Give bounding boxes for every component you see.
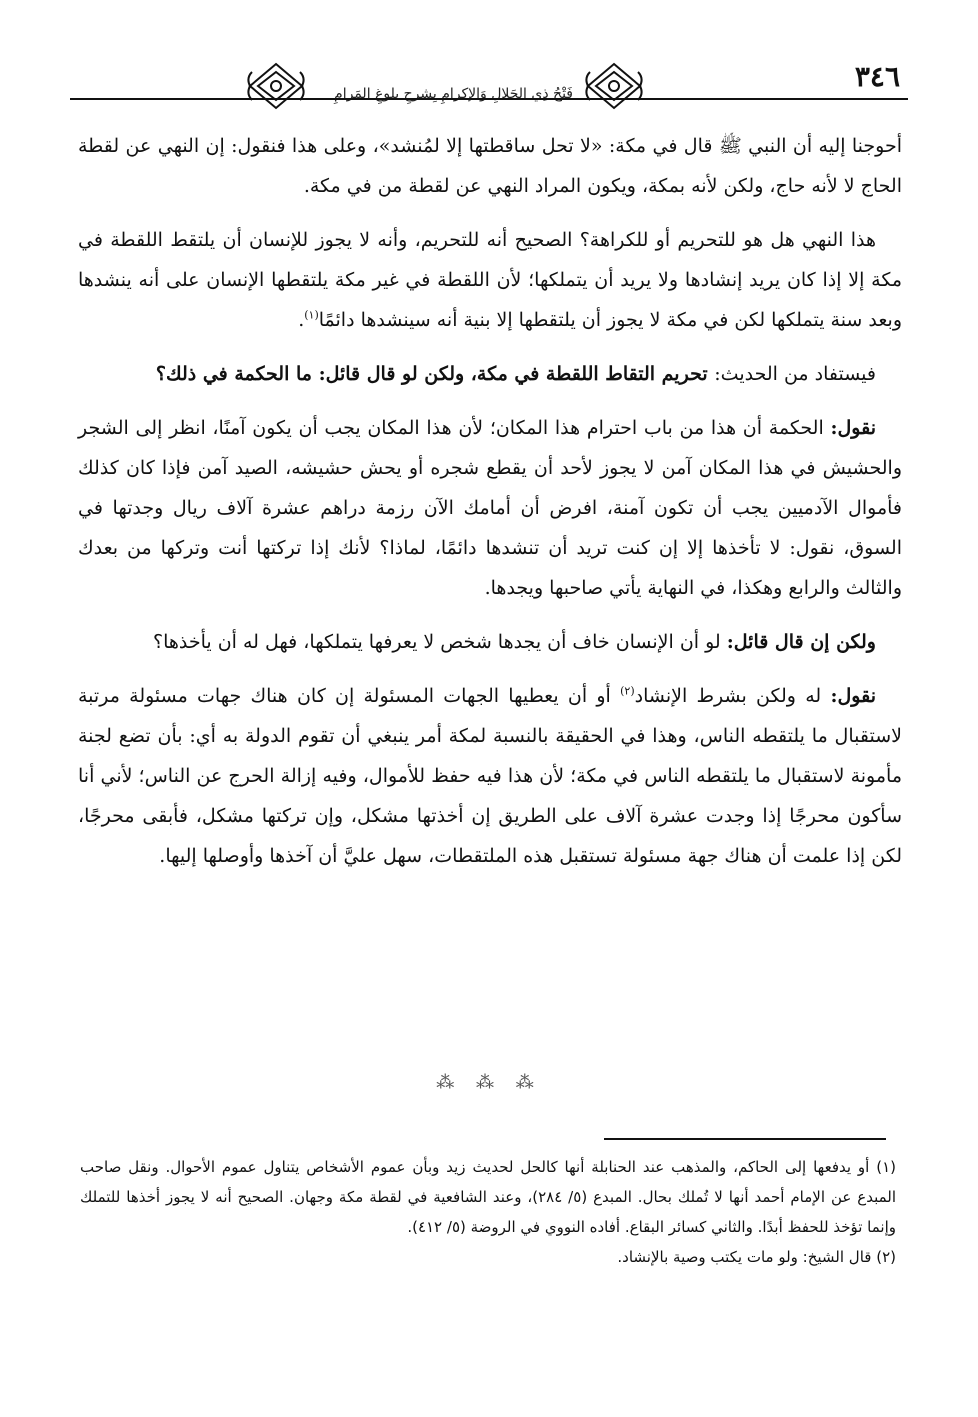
footnote-rule: [604, 1138, 886, 1140]
paragraph-2: [78, 220, 902, 340]
paragraph-lead: نقول:: [830, 417, 876, 439]
main-text: [78, 126, 902, 890]
header-ornament-right-icon: [582, 60, 646, 112]
page-number: ٣٤٦: [854, 60, 900, 93]
running-title: فَتْحُ ذِي الجَلالِ وَالإكرامِ بِشرحِ بلوغِ المَرامِ: [334, 86, 573, 102]
paragraph-text: لو أن الإنسان خاف أن يجدها شخص لا يعرفها يتملكها، فهل له أن يأخذها؟: [153, 631, 727, 653]
paragraph-text: الحكمة أن هذا من باب احترام هذا المكان؛ لأن هذا المكان يجب أن يكون آمنًا، انظر إلى الشجر والحشيش في هذا المكان آمن لا يجوز لأحد أن يقطع شجره أو يحش حشيشه، الصيد آمن فإذا كان كذلك فأموال الآدميين يجب أن تكون آمنة، افرض أن أمامك الآن رزمة دراهم عشرة آلاف ريال وجدتها في السوق، نقول: لا تأخذها إلا إن كنت تريد أن تنشدها دائمًا، لماذا؟ لأنك إذا تركتها أنت وتركها من بعدك والثالث والرابع وهكذا، في النهاية يأتي صاحبها ويجدها.: [78, 417, 902, 599]
paragraph-tail: أو أن يعطيها الجهات المسئولة إن كان هناك جهات مسئولة مرتبة لاستقبال ما يلتقطه الناس، وهذا في الحقيقة بالنسبة لمكة أمر ينبغي أن تقوم الدولة به أي: بأن تضع لجنة مأمونة لاستقبال ما يلتقطه الناس في مكة؛ لأن هذا فيه حفظ للأموال، وفيه إزالة الحرج عن الناس؛ لأني أنا سأكون محرجًا إذا وجدت عشرة آلاف على الطريق إن أخذتها مشكل، وإن تركتها مشكل، فأبقى محرجًا، لكن إذا علمت أن هناك جهة مسئولة تستقبل هذه الملتقطات، سهل عليَّ أن آخذها وأوصلها إليها.: [78, 685, 902, 867]
paragraph-1: [78, 126, 902, 206]
paragraph-5: [78, 622, 902, 662]
paragraph-6: [78, 676, 902, 876]
paragraph-text: هذا النهي هل هو للتحريم أو للكراهة؟ الصحيح أنه للتحريم، وأنه لا يجوز للإنسان أن يلتقط اللقطة في مكة إلا إذا كان يريد إنشادها ولا يريد أن يتملكها؛ لأن اللقطة في غير مكة يلتقطها الإنسان على أنه ينشدها وبعد سنة يتملكها لكن في مكة لا يجوز أن يلتقطها إلا بنية أنه سينشدها دائمًا: [78, 229, 902, 331]
paragraph-text: تحريم التقاط اللقطة في مكة، ولكن لو قال قائل: ما الحكمة في ذلك؟: [155, 363, 715, 385]
running-header: [70, 56, 908, 112]
paragraph-3: [78, 354, 902, 394]
section-separator: ⁂ ⁂ ⁂: [436, 1072, 542, 1093]
footnotes: [80, 1152, 896, 1272]
paragraph-lead: فيستفاد من الحديث:: [714, 363, 876, 385]
paragraph-4: [78, 408, 902, 608]
paragraph-lead: ولكن إن قال قائل:: [726, 631, 876, 653]
paragraph-text: له ولكن بشرط الإنشاد: [634, 685, 831, 707]
footnote-ref-2[interactable]: (٢): [620, 684, 635, 698]
footnote-2: (٢) قال الشيخ: ولو مات يكتب وصية بالإنشاد.: [617, 1248, 896, 1266]
paragraph-text: أحوجنا إليه أن النبي ﷺ قال في مكة: «لا تحل ساقطتها إلا لمُنشد»، وعلى هذا فنقول: إن النهي عن لقطة الحاج لا لأنه حاج، ولكن لأنه بمكة، ويكون المراد النهي عن لقطة من في مكة.: [78, 135, 902, 197]
paragraph-tail: .: [298, 309, 305, 331]
header-ornament-left-icon: [244, 60, 308, 112]
paragraph-lead: نقول:: [830, 685, 877, 707]
footnote-1: (١) أو يدفعها إلى الحاكم، والمذهب عند الحنابلة أنها كالحل لحديث زيد وبأن عموم الأشخاص يتناول عموم الأحوال. ونقل صاحب المبدع عن الإمام أحمد أنها لا تُملك بحال. المبدع (٥/ ٢٨٤)، وعند الشافعية في لقطة مكة وجهان. الصحيح أنه لا يجوز أخذها للتملك وإنما تؤخذ للحفظ أبدًا. والثاني كسائر البقاع. أفاده النووي في الروضة (٥/ ٤١٢).: [80, 1158, 897, 1236]
footnote-ref-1[interactable]: (١): [304, 308, 319, 322]
header-rule: [70, 98, 908, 100]
